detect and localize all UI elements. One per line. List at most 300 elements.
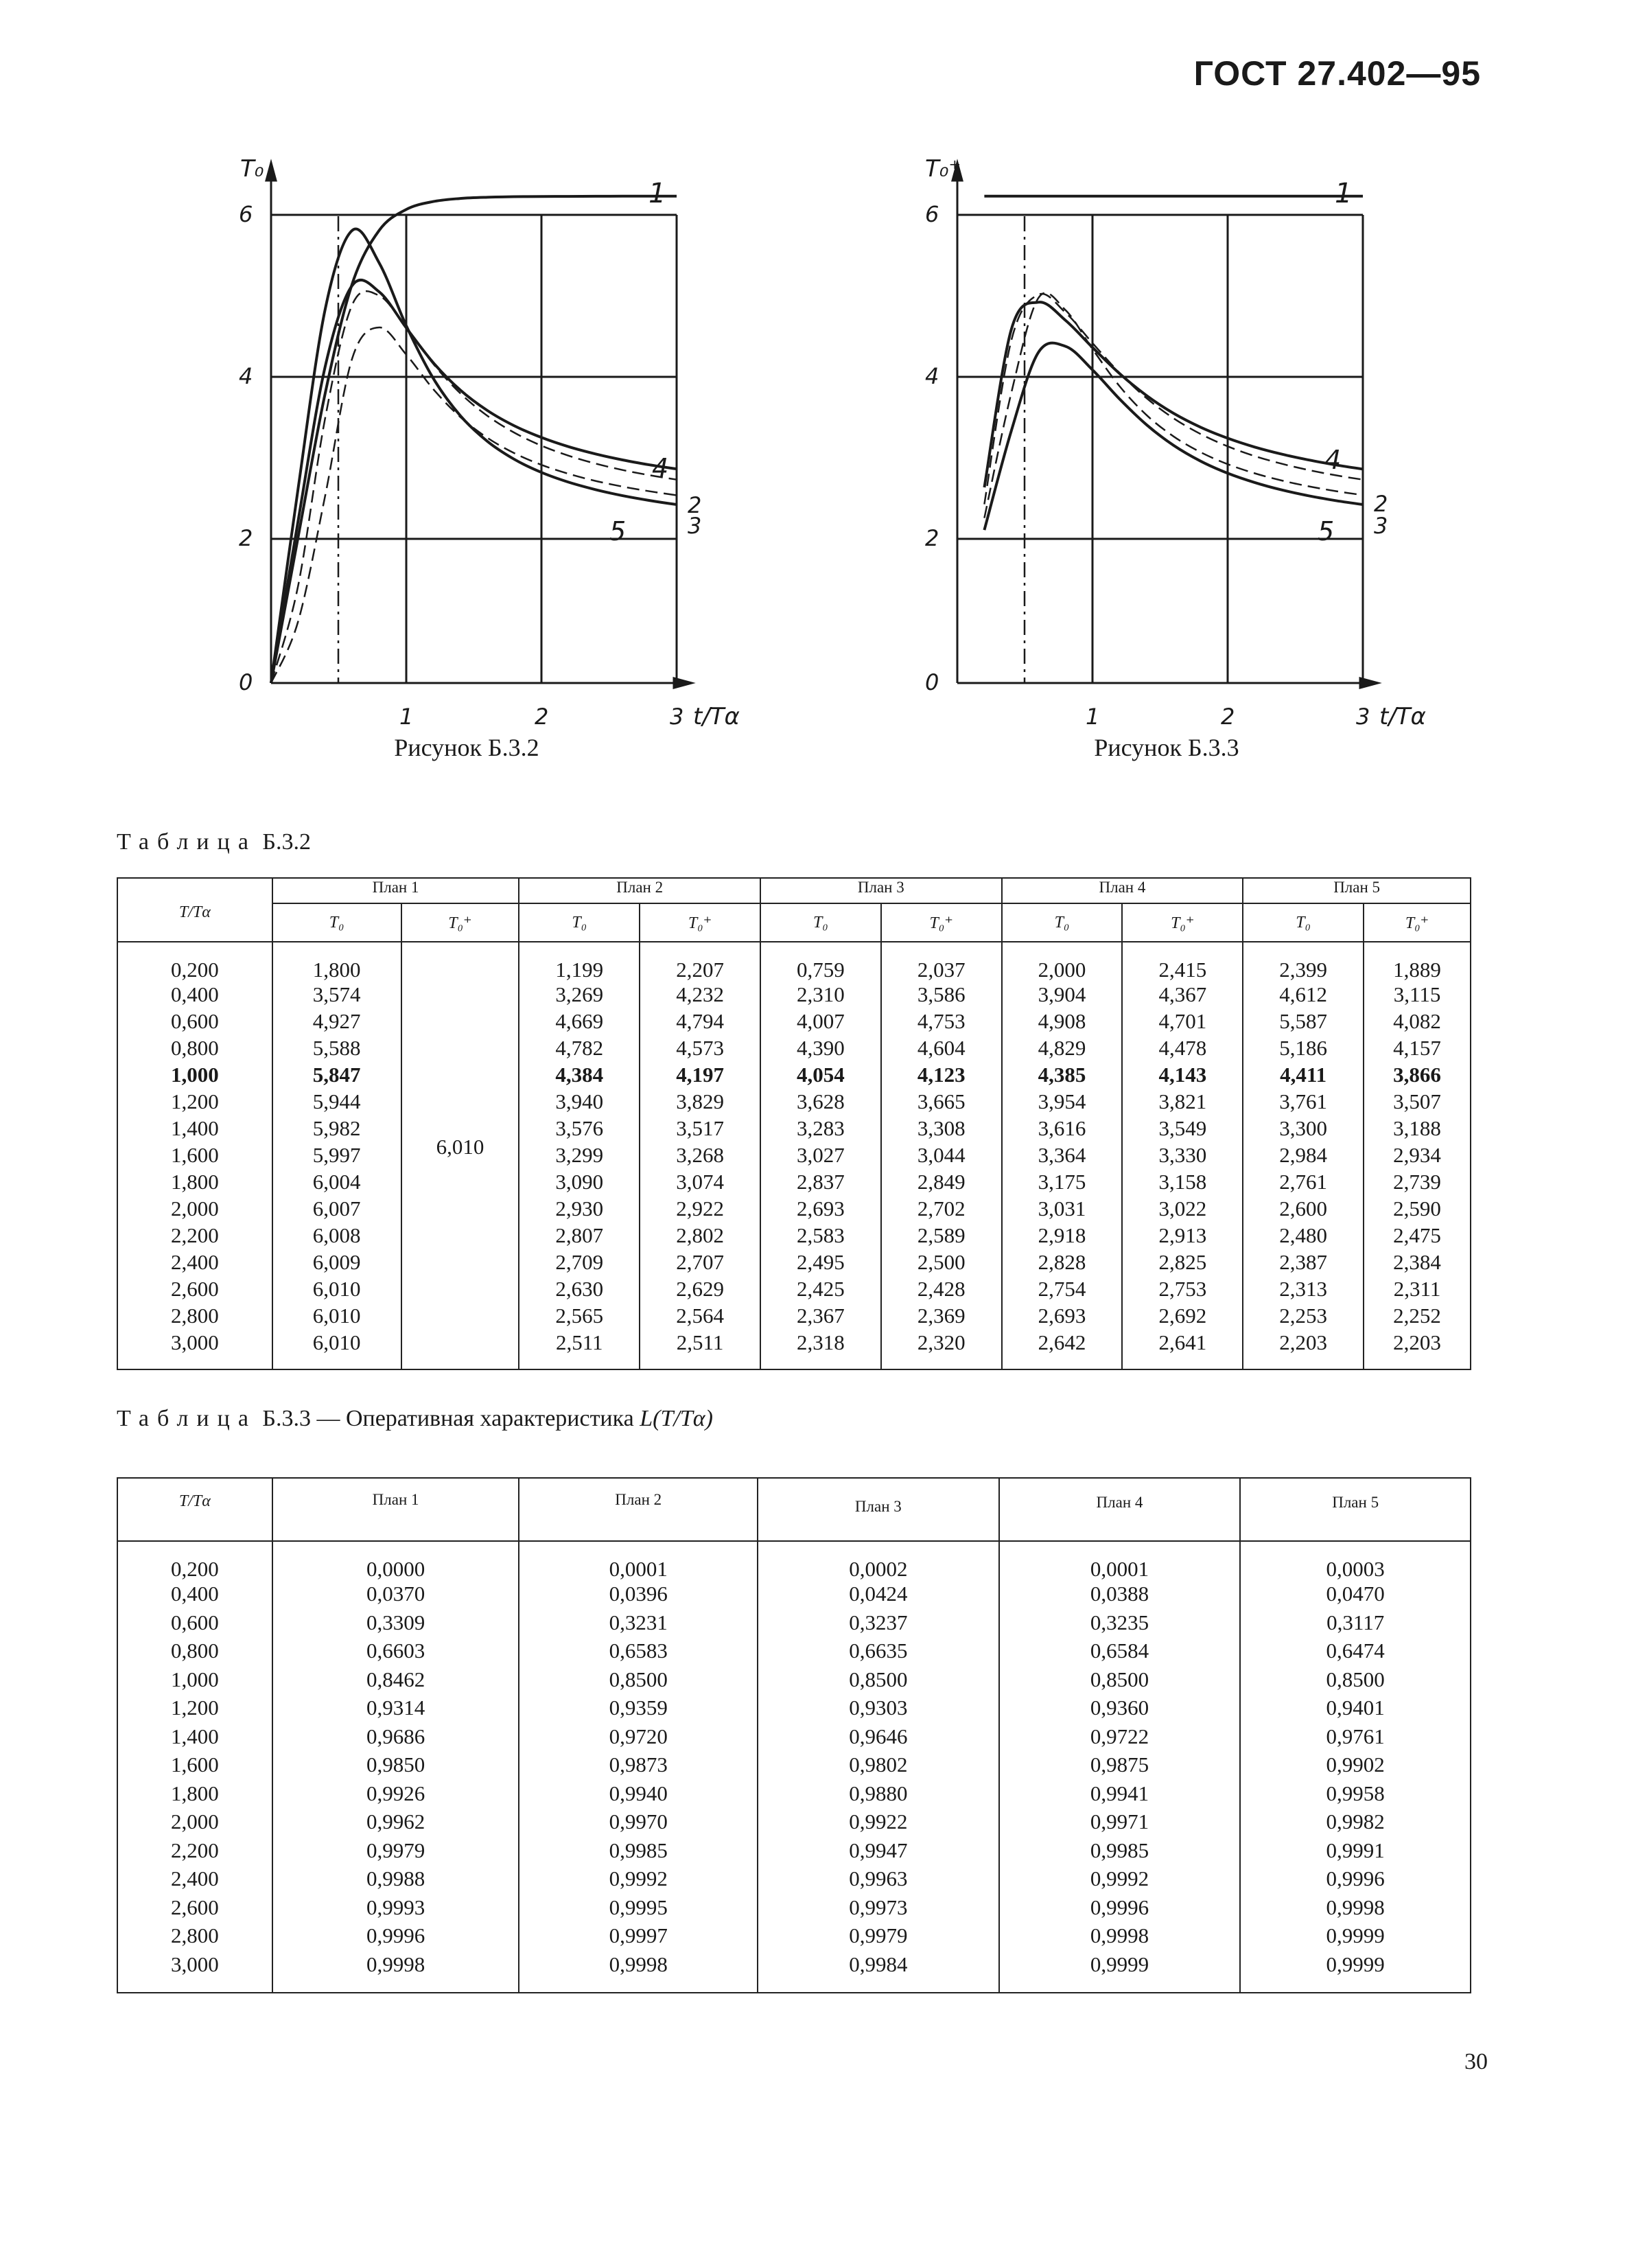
table-cell: 6,004 bbox=[272, 1170, 401, 1196]
table-cell: 0,6583 bbox=[519, 1639, 758, 1667]
table-cell: 2,384 bbox=[1364, 1250, 1471, 1277]
table-cell: 2,425 bbox=[760, 1277, 881, 1304]
table-cell: 3,761 bbox=[1243, 1089, 1364, 1116]
table-cell: 2,387 bbox=[1243, 1250, 1364, 1277]
figure-b32-chart bbox=[220, 148, 769, 745]
table-cell: 0,9926 bbox=[272, 1781, 519, 1810]
table-row bbox=[117, 1809, 1471, 1838]
table-cell: 0,6584 bbox=[999, 1639, 1241, 1667]
curve-5 bbox=[271, 229, 677, 683]
table-cell: 0,9979 bbox=[758, 1923, 999, 1952]
row-key-cell: 0,600 bbox=[117, 1009, 272, 1036]
table-cell: 5,588 bbox=[272, 1036, 401, 1063]
row-key-cell: 1,000 bbox=[117, 1063, 272, 1089]
plan1-tplus-cell bbox=[401, 942, 519, 1369]
curve-label: 1 bbox=[648, 178, 666, 209]
table-cell: 4,123 bbox=[881, 1063, 1002, 1089]
table-cell: 0,8500 bbox=[999, 1667, 1241, 1696]
row-header-cell bbox=[117, 878, 272, 942]
table-cell: 2,399 bbox=[1243, 942, 1364, 982]
row-key-cell: 0,400 bbox=[117, 1582, 272, 1610]
table-cell: 0,9401 bbox=[1240, 1696, 1471, 1724]
table-b33-title bbox=[117, 1406, 713, 1432]
table-cell: 0,6474 bbox=[1240, 1639, 1471, 1667]
table-cell: 2,913 bbox=[1122, 1223, 1243, 1250]
table-cell: 0,9875 bbox=[999, 1752, 1241, 1781]
y-tick-label: 6 bbox=[239, 201, 253, 227]
row-key-cell: 2,800 bbox=[117, 1923, 272, 1952]
curve-2 bbox=[271, 291, 677, 683]
table-cell: 2,203 bbox=[1364, 1330, 1471, 1369]
table-cell: 5,186 bbox=[1243, 1036, 1364, 1063]
table-cell: 2,918 bbox=[1002, 1223, 1123, 1250]
x-tick-label: 3 bbox=[670, 704, 684, 730]
plan-header: План 2 bbox=[519, 1478, 758, 1541]
table-cell: 6,007 bbox=[272, 1196, 401, 1223]
table-cell: 4,384 bbox=[519, 1063, 640, 1089]
table-cell: 3,628 bbox=[760, 1089, 881, 1116]
document-code: ГОСТ 27.402—95 bbox=[1193, 54, 1481, 93]
table-row bbox=[117, 1170, 1471, 1196]
table-cell: 3,576 bbox=[519, 1116, 640, 1143]
table-cell: 2,310 bbox=[760, 982, 881, 1009]
table-b32 bbox=[117, 877, 1471, 1370]
plan-header: План 5 bbox=[1243, 878, 1471, 903]
table-cell: 0,9722 bbox=[999, 1724, 1241, 1753]
plan-header: План 1 bbox=[272, 878, 519, 903]
curve-label: 3 bbox=[1374, 513, 1388, 539]
table-cell: 0,9958 bbox=[1240, 1781, 1471, 1810]
table-cell: 3,940 bbox=[519, 1089, 640, 1116]
curve-label: 5 bbox=[1318, 516, 1335, 546]
table-cell: 2,761 bbox=[1243, 1170, 1364, 1196]
table-cell: 0,8500 bbox=[1240, 1667, 1471, 1696]
table-row bbox=[117, 1116, 1471, 1143]
plan-header: План 4 bbox=[1002, 878, 1243, 903]
table-cell: 4,197 bbox=[640, 1063, 760, 1089]
table-cell: 3,616 bbox=[1002, 1116, 1123, 1143]
table-cell: 2,600 bbox=[1243, 1196, 1364, 1223]
table-cell: 2,037 bbox=[881, 942, 1002, 982]
table-cell: 2,630 bbox=[519, 1277, 640, 1304]
table-cell: 0,9646 bbox=[758, 1724, 999, 1753]
table-cell: 3,330 bbox=[1122, 1143, 1243, 1170]
table-cell: 2,837 bbox=[760, 1170, 881, 1196]
row-key-cell: 2,200 bbox=[117, 1838, 272, 1867]
table-cell: 0,6603 bbox=[272, 1639, 519, 1667]
plan-header: План 5 bbox=[1240, 1478, 1471, 1541]
curve-label: 5 bbox=[609, 516, 627, 546]
table-cell: 4,007 bbox=[760, 1009, 881, 1036]
table-cell: 4,143 bbox=[1122, 1063, 1243, 1089]
table-cell: 3,022 bbox=[1122, 1196, 1243, 1223]
plan-header: План 4 bbox=[999, 1478, 1241, 1541]
row-key-cell: 2,400 bbox=[117, 1250, 272, 1277]
table-cell: 3,175 bbox=[1002, 1170, 1123, 1196]
table-cell: 4,782 bbox=[519, 1036, 640, 1063]
x-tick-label: 2 bbox=[535, 704, 549, 730]
curve-label: 1 bbox=[1335, 178, 1353, 209]
table-cell: 4,390 bbox=[760, 1036, 881, 1063]
table-cell: 0,9947 bbox=[758, 1838, 999, 1867]
table-cell: 0,6635 bbox=[758, 1639, 999, 1667]
table-row bbox=[117, 1610, 1471, 1639]
curve-label: 4 bbox=[1324, 445, 1342, 475]
table-row bbox=[117, 1089, 1471, 1116]
y-axis-arrow bbox=[266, 163, 276, 181]
table-cell: 0,0370 bbox=[272, 1582, 519, 1610]
table-cell: 2,807 bbox=[519, 1223, 640, 1250]
table-cell: 0,9902 bbox=[1240, 1752, 1471, 1781]
table-cell: 3,188 bbox=[1364, 1116, 1471, 1143]
table-cell: 6,009 bbox=[272, 1250, 401, 1277]
table-cell: 2,311 bbox=[1364, 1277, 1471, 1304]
x-tick-label: 1 bbox=[399, 704, 414, 730]
table-cell: 2,475 bbox=[1364, 1223, 1471, 1250]
table-cell: 4,794 bbox=[640, 1009, 760, 1036]
subheader-cell: T₀⁺ bbox=[881, 903, 1002, 942]
table-cell: 2,415 bbox=[1122, 942, 1243, 982]
table-cell: 2,583 bbox=[760, 1223, 881, 1250]
table-cell: 0,9996 bbox=[272, 1923, 519, 1952]
table-cell: 0,9963 bbox=[758, 1866, 999, 1895]
subheader-cell: T₀⁺ bbox=[1122, 903, 1243, 942]
table-cell: 0,0396 bbox=[519, 1582, 758, 1610]
table-cell: 2,641 bbox=[1122, 1330, 1243, 1369]
table-cell: 3,829 bbox=[640, 1089, 760, 1116]
row-key-cell: 2,200 bbox=[117, 1223, 272, 1250]
y-axis-label: T₀⁺ bbox=[925, 155, 961, 183]
row-key-cell: 1,600 bbox=[117, 1143, 272, 1170]
table-cell: 0,9997 bbox=[519, 1923, 758, 1952]
table-cell: 0,0001 bbox=[999, 1541, 1241, 1582]
table-row bbox=[117, 1752, 1471, 1781]
subheader-cell: T₀ bbox=[1243, 903, 1364, 942]
curve-2 bbox=[984, 294, 1363, 505]
table-cell: 4,367 bbox=[1122, 982, 1243, 1009]
row-key-cell: 0,200 bbox=[117, 1541, 272, 1582]
table-cell: 0,9988 bbox=[272, 1866, 519, 1895]
row-key-cell: 1,600 bbox=[117, 1752, 272, 1781]
table-cell: 0,9979 bbox=[272, 1838, 519, 1867]
x-tick-label: 3 bbox=[1356, 704, 1370, 730]
table-cell: 0,9996 bbox=[1240, 1866, 1471, 1895]
plan-header: План 1 bbox=[272, 1478, 519, 1541]
y-tick-label: 6 bbox=[925, 201, 939, 227]
table-title-formula: L(T/Tα) bbox=[640, 1406, 713, 1431]
table-cell: 3,904 bbox=[1002, 982, 1123, 1009]
table-cell: 4,232 bbox=[640, 982, 760, 1009]
table-cell: 0,9998 bbox=[519, 1952, 758, 1993]
table-cell: 2,320 bbox=[881, 1330, 1002, 1369]
table-cell: 0,9984 bbox=[758, 1952, 999, 1993]
table-cell: 3,549 bbox=[1122, 1116, 1243, 1143]
curve-4 bbox=[271, 280, 677, 683]
table-cell: 6,010 bbox=[272, 1277, 401, 1304]
table-cell: 4,927 bbox=[272, 1009, 401, 1036]
table-cell: 0,9761 bbox=[1240, 1724, 1471, 1753]
figure-b33-chart bbox=[906, 148, 1455, 745]
table-cell: 3,158 bbox=[1122, 1170, 1243, 1196]
table-cell: 3,299 bbox=[519, 1143, 640, 1170]
table-cell: 0,9941 bbox=[999, 1781, 1241, 1810]
curve-4 bbox=[984, 302, 1363, 487]
table-row bbox=[117, 1923, 1471, 1952]
table-row bbox=[117, 1667, 1471, 1696]
table-cell: 0,3231 bbox=[519, 1610, 758, 1639]
table-cell: 0,9998 bbox=[272, 1952, 519, 1993]
table-cell: 2,802 bbox=[640, 1223, 760, 1250]
table-row bbox=[117, 1009, 1471, 1036]
table-cell: 0,9962 bbox=[272, 1809, 519, 1838]
table-cell: 0,8500 bbox=[519, 1667, 758, 1696]
table-cell: 0,0388 bbox=[999, 1582, 1241, 1610]
table-cell: 6,010 bbox=[272, 1304, 401, 1330]
table-cell: 0,9970 bbox=[519, 1809, 758, 1838]
table-cell: 3,283 bbox=[760, 1116, 881, 1143]
row-key-cell: 0,800 bbox=[117, 1639, 272, 1667]
table-cell: 2,000 bbox=[1002, 942, 1123, 982]
table-cell: 2,828 bbox=[1002, 1250, 1123, 1277]
y-axis-label: T₀ bbox=[240, 155, 264, 183]
table-row bbox=[117, 1582, 1471, 1610]
table-cell: 2,253 bbox=[1243, 1304, 1364, 1330]
table-cell: 2,564 bbox=[640, 1304, 760, 1330]
table-cell: 0,0001 bbox=[519, 1541, 758, 1582]
table-cell: 4,669 bbox=[519, 1009, 640, 1036]
table-b33-body bbox=[117, 1541, 1471, 1993]
table-cell: 2,511 bbox=[519, 1330, 640, 1369]
curve-label: 4 bbox=[652, 453, 669, 483]
row-key-cell: 2,600 bbox=[117, 1277, 272, 1304]
table-cell: 2,692 bbox=[1122, 1304, 1243, 1330]
table-cell: 0,9850 bbox=[272, 1752, 519, 1781]
table-cell: 0,9999 bbox=[999, 1952, 1241, 1993]
plan1-tplus-value: 6,010 bbox=[436, 1135, 484, 1159]
page-number: 30 bbox=[1464, 2049, 1488, 2074]
row-key-cell: 1,000 bbox=[117, 1667, 272, 1696]
row-key-cell: 1,800 bbox=[117, 1781, 272, 1810]
table-row bbox=[117, 1063, 1471, 1089]
table-cell: 2,565 bbox=[519, 1304, 640, 1330]
table-cell: 0,9873 bbox=[519, 1752, 758, 1781]
table-title-word: Таблица bbox=[117, 1406, 257, 1431]
table-row bbox=[117, 1724, 1471, 1753]
y-tick-label: 0 bbox=[239, 669, 253, 695]
table-cell: 4,573 bbox=[640, 1036, 760, 1063]
table-cell: 2,825 bbox=[1122, 1250, 1243, 1277]
table-cell: 0,9993 bbox=[272, 1895, 519, 1924]
row-header-label: T/Tα bbox=[178, 903, 211, 921]
figure-b33-caption: Рисунок Б.3.3 bbox=[1094, 734, 1239, 761]
table-b32-title bbox=[117, 829, 311, 855]
row-key-cell: 1,200 bbox=[117, 1089, 272, 1116]
table-cell: 0,3235 bbox=[999, 1610, 1241, 1639]
table-cell: 5,587 bbox=[1243, 1009, 1364, 1036]
table-cell: 3,866 bbox=[1364, 1063, 1471, 1089]
table-cell: 5,944 bbox=[272, 1089, 401, 1116]
table-cell: 0,9802 bbox=[758, 1752, 999, 1781]
table-row bbox=[117, 1330, 1471, 1369]
table-cell: 0,0002 bbox=[758, 1541, 999, 1582]
figure-b32-caption: Рисунок Б.3.2 bbox=[394, 734, 539, 761]
table-cell: 2,367 bbox=[760, 1304, 881, 1330]
table-cell: 0,9985 bbox=[999, 1838, 1241, 1867]
table-cell: 2,313 bbox=[1243, 1277, 1364, 1304]
table-title-text: — Оперативная характеристика bbox=[316, 1406, 634, 1431]
row-key-cell: 2,000 bbox=[117, 1196, 272, 1223]
table-cell: 2,589 bbox=[881, 1223, 1002, 1250]
curves-layer bbox=[271, 196, 677, 683]
curves-layer bbox=[984, 196, 1363, 530]
table-cell: 0,9999 bbox=[1240, 1923, 1471, 1952]
table-cell: 1,199 bbox=[519, 942, 640, 982]
row-key-cell: 2,000 bbox=[117, 1809, 272, 1838]
table-row bbox=[117, 1223, 1471, 1250]
table-cell: 2,709 bbox=[519, 1250, 640, 1277]
table-cell: 3,954 bbox=[1002, 1089, 1123, 1116]
table-cell: 5,847 bbox=[272, 1063, 401, 1089]
table-row bbox=[117, 942, 1471, 982]
table-cell: 2,203 bbox=[1243, 1330, 1364, 1369]
table-cell: 3,821 bbox=[1122, 1089, 1243, 1116]
table-cell: 0,9314 bbox=[272, 1696, 519, 1724]
table-cell: 2,590 bbox=[1364, 1196, 1471, 1223]
row-key-cell: 3,000 bbox=[117, 1330, 272, 1369]
table-row bbox=[117, 1143, 1471, 1170]
table-cell: 0,9359 bbox=[519, 1696, 758, 1724]
table-cell: 3,308 bbox=[881, 1116, 1002, 1143]
table-title-id: Б.3.2 bbox=[262, 829, 311, 855]
table-cell: 3,268 bbox=[640, 1143, 760, 1170]
table-cell: 4,701 bbox=[1122, 1009, 1243, 1036]
subheader-cell: T₀ bbox=[272, 903, 401, 942]
table-cell: 2,930 bbox=[519, 1196, 640, 1223]
subheader-row bbox=[117, 903, 1471, 942]
table-cell: 0,9999 bbox=[1240, 1952, 1471, 1993]
table-cell: 0,8500 bbox=[758, 1667, 999, 1696]
table-cell: 3,665 bbox=[881, 1089, 1002, 1116]
table-cell: 0,9982 bbox=[1240, 1809, 1471, 1838]
table-cell: 3,027 bbox=[760, 1143, 881, 1170]
table-cell: 2,693 bbox=[1002, 1304, 1123, 1330]
table-cell: 6,010 bbox=[272, 1330, 401, 1369]
table-cell: 2,629 bbox=[640, 1277, 760, 1304]
table-cell: 0,3117 bbox=[1240, 1610, 1471, 1639]
table-cell: 3,300 bbox=[1243, 1116, 1364, 1143]
table-cell: 4,411 bbox=[1243, 1063, 1364, 1089]
table-cell: 3,364 bbox=[1002, 1143, 1123, 1170]
table-cell: 0,0000 bbox=[272, 1541, 519, 1582]
table-cell: 0,3237 bbox=[758, 1610, 999, 1639]
table-cell: 0,9998 bbox=[999, 1923, 1241, 1952]
table-row bbox=[117, 982, 1471, 1009]
table-cell: 0,9360 bbox=[999, 1696, 1241, 1724]
table-cell: 2,984 bbox=[1243, 1143, 1364, 1170]
table-cell: 3,044 bbox=[881, 1143, 1002, 1170]
table-cell: 2,849 bbox=[881, 1170, 1002, 1196]
y-tick-label: 2 bbox=[239, 525, 253, 551]
row-key-cell: 3,000 bbox=[117, 1952, 272, 1993]
table-cell: 3,031 bbox=[1002, 1196, 1123, 1223]
table-row bbox=[117, 1781, 1471, 1810]
table-cell: 0,9686 bbox=[272, 1724, 519, 1753]
table-cell: 0,3309 bbox=[272, 1610, 519, 1639]
table-cell: 4,612 bbox=[1243, 982, 1364, 1009]
table-cell: 0,0003 bbox=[1240, 1541, 1471, 1582]
table-cell: 0,9998 bbox=[1240, 1895, 1471, 1924]
curve-label: 2 bbox=[1374, 491, 1388, 517]
table-cell: 2,922 bbox=[640, 1196, 760, 1223]
row-key-cell: 1,800 bbox=[117, 1170, 272, 1196]
table-cell: 5,997 bbox=[272, 1143, 401, 1170]
table-row bbox=[117, 1196, 1471, 1223]
x-axis-label: t/Tα bbox=[1379, 703, 1426, 730]
table-cell: 4,604 bbox=[881, 1036, 1002, 1063]
y-tick-label: 4 bbox=[925, 363, 939, 389]
table-cell: 4,478 bbox=[1122, 1036, 1243, 1063]
table-cell: 0,0424 bbox=[758, 1582, 999, 1610]
row-header-cell: T/Tα bbox=[117, 1478, 272, 1541]
table-row bbox=[117, 1866, 1471, 1895]
table-cell: 4,082 bbox=[1364, 1009, 1471, 1036]
subheader-cell: T₀ bbox=[760, 903, 881, 942]
table-cell: 3,090 bbox=[519, 1170, 640, 1196]
table-cell: 2,252 bbox=[1364, 1304, 1471, 1330]
y-tick-label: 4 bbox=[239, 363, 253, 389]
table-cell: 1,889 bbox=[1364, 942, 1471, 982]
table-cell: 6,008 bbox=[272, 1223, 401, 1250]
table-cell: 2,753 bbox=[1122, 1277, 1243, 1304]
table-row bbox=[117, 1277, 1471, 1304]
subheader-cell: T₀⁺ bbox=[401, 903, 519, 942]
curve-label: 3 bbox=[688, 513, 702, 539]
header-row bbox=[117, 1478, 1471, 1541]
table-cell: 3,269 bbox=[519, 982, 640, 1009]
table-row bbox=[117, 1838, 1471, 1867]
table-row bbox=[117, 1250, 1471, 1277]
table-cell: 2,739 bbox=[1364, 1170, 1471, 1196]
table-cell: 2,369 bbox=[881, 1304, 1002, 1330]
table-cell: 0,9880 bbox=[758, 1781, 999, 1810]
table-cell: 0,0470 bbox=[1240, 1582, 1471, 1610]
table-cell: 0,9971 bbox=[999, 1809, 1241, 1838]
x-tick-label: 2 bbox=[1221, 704, 1235, 730]
table-cell: 2,480 bbox=[1243, 1223, 1364, 1250]
row-key-cell: 1,200 bbox=[117, 1696, 272, 1724]
table-cell: 0,9303 bbox=[758, 1696, 999, 1724]
subheader-cell: T₀⁺ bbox=[640, 903, 760, 942]
x-axis-label: t/Tα bbox=[693, 703, 740, 730]
table-row bbox=[117, 1952, 1471, 1993]
table-cell: 2,702 bbox=[881, 1196, 1002, 1223]
table-cell: 2,500 bbox=[881, 1250, 1002, 1277]
table-b32-body bbox=[117, 942, 1471, 1369]
table-cell: 2,318 bbox=[760, 1330, 881, 1369]
table-cell: 3,586 bbox=[881, 982, 1002, 1009]
table-cell: 0,9985 bbox=[519, 1838, 758, 1867]
subheader-cell: T₀ bbox=[519, 903, 640, 942]
curve-label: 2 bbox=[688, 492, 702, 518]
table-title-word: Таблица bbox=[117, 829, 257, 855]
plan-header: План 3 bbox=[760, 878, 1002, 903]
table-cell: 1,800 bbox=[272, 942, 401, 982]
table-cell: 4,385 bbox=[1002, 1063, 1123, 1089]
row-key-cell: 2,800 bbox=[117, 1304, 272, 1330]
table-cell: 0,9992 bbox=[999, 1866, 1241, 1895]
header-row bbox=[117, 878, 1471, 903]
table-cell: 3,517 bbox=[640, 1116, 760, 1143]
